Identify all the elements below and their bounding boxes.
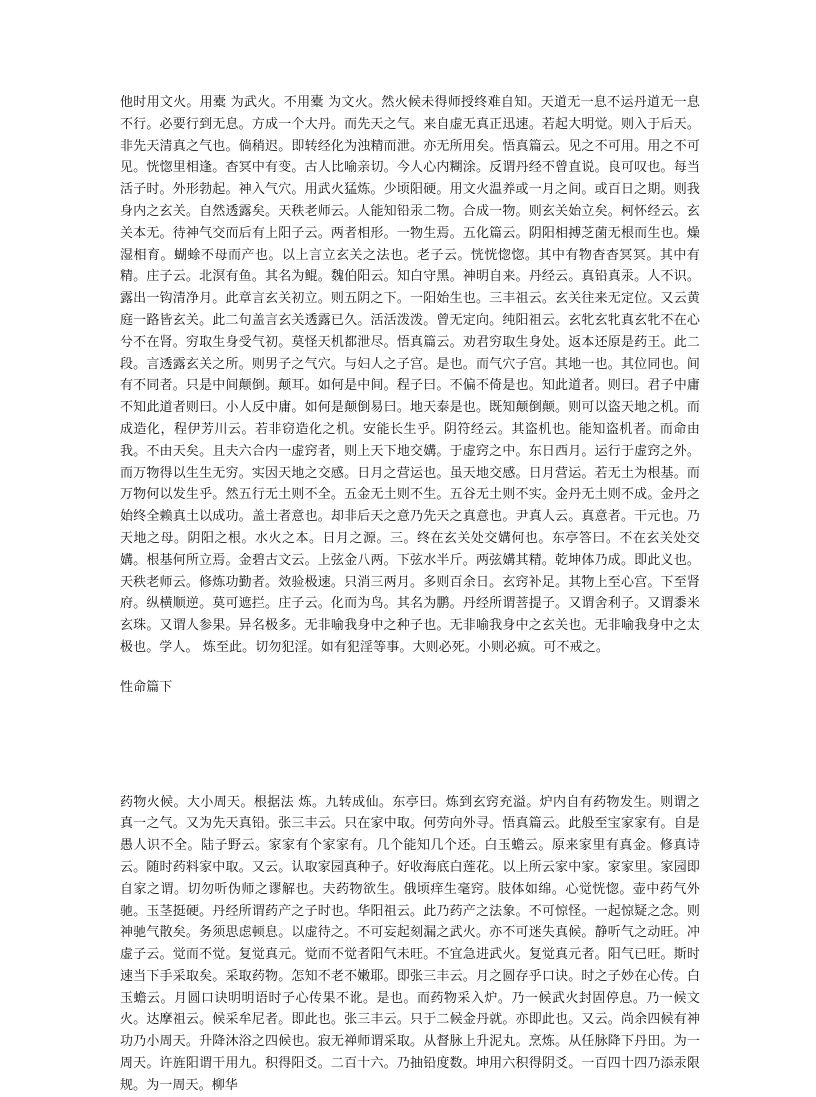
body-paragraph: 药物火候。大小周天。根据法 炼。九转成仙。东亭曰。炼到玄窍充溢。炉内自有药物发生。则谓之真一之气。又为先天真铅。张三丰云。只在家中取。何劳向外寻。悟真篇云。此般至宝家家有。自是愚人识不全。陆子野云。家家有个家家有。几个能知几个还。白玉蟾云。原来家里有真金。修真诗云。随时药料家中取。又云。认取家园真种子。好收海底白莲花。以上所云家中家。家家里。家园即自家之谓。切勿听伪师之谬解也。夫药物欲生。俄顷痒生毫窍。肢体如绵。心觉恍惚。壶中药气外驰。玉茎挺硬。丹经所谓药产之子时也。华阳祖云。此乃药产之法象。不可惊怪。一起惊疑之念。则神驰气散矣。务须思虑顿息。以虚待之。不可妄起刻漏之武火。亦不可迷失真候。静听气之动旺。冲虚子云。觉而不觉。复觉真元。觉而不觉者阳气未旺。不宜急进武火。复觉真元者。阳气已旺。斯时速当下手采取矣。采取药物。怎知不老不嫩耶。即张三丰云。月之圆存乎口诀。时之子妙在心传。白玉蟾云。月圆口诀明明语时子心传果不讹。是也。而药物采入炉。乃一候武火封固停息。乃一候文火。达摩祖云。候采牟尼者。即此也。张三丰云。只于二候金丹就。亦即此也。又云。尚余四候有神功乃小周天。升降沐浴之四候也。寂无禅师谓采取。从督脉上升泥丸。烹炼。从任脉降下丹田。为一周天。许旌阳谓干用九。积得阳爻。二百十六。乃抽铅度数。坤用六积得阴爻。一百四十四乃添汞限规。为一周天。柳华 [120, 794, 700, 1093]
section-title: 性命篇下 [120, 679, 173, 695]
body-paragraph: 他时用文火。用橐 为武火。不用橐 为文火。然火候未得师授终难自知。天道无一息不运丹道无一息不行。必要行到无息。方成一个大丹。而先天之气。来自虚无真正迅速。若起大明觉。则入于后天。非先天清真之气也。倘稍迟。即转经化为浊精而泄。亦无所用矣。悟真篇云。见之不可用。用之不可见。恍惚里相逢。杳冥中有变。古人比喻亲切。今人心内糊涂。反谓丹经不曾直说。良可叹也。每当活子时。外形勃起。神入气穴。用武火猛炼。少顷阳硬。用文火温养或一月之间。或百日之期。则我身内之玄关。自然透露矣。天秩老师云。人能知铅汞二物。合成一物。则玄关始立矣。柯怀经云。玄关本无。待神气交而后有上阳子云。两者相形。一物生焉。五化篇云。阴阳相搏芝菌无根而生也。燥湿相育。蝴蜍不母而产也。以上言立玄关之法也。老子云。恍恍惚惚。其中有物杳杳冥冥。其中有精。庄子云。北溟有鱼。其名为鲲。魏伯阳云。知白守黑。神明自来。丹经云。真铅真汞。人不识。露出一钩清净月。此章言玄关初立。则五阴之下。一阳始生也。三丰祖云。玄关往来无定位。又云黄庭一路皆玄关。此二句盖言玄关透露已久。活活泼泼。曾无定向。纯阳祖云。玄牝玄牝真玄牝不在心兮不在肾。穷取生身受气初。莫怪天机都泄尽。悟真篇云。劝君穷取生身处。返本还原是药王。此二段。言透露玄关之所。则男子之气穴。与妇人之子宫。是也。而气穴子宫。其地一也。其位同也。间有不同者。只是中间颠倒。颠耳。如何是中间。程子曰。不偏不倚是也。知此道者。则曰。君子中庸不知此道者则曰。小人反中庸。如何是颠倒易曰。地天泰是也。既知颠倒颠。则可以盗天地之机。而成造化，程伊芳川云。若非窃造化之机。安能长生乎。阴符经云。其盗机也。能知盗机者。而命由我。不由天矣。且夫六合内一虚窍者，则上天下地交媾。于虚窍之中。东日西月。运行于虚窍之外。而万物得以生生无穷。实因天地之交感。日月之营运也。虽天地交感。日月营运。若无土为根基。而万物何以发生乎。然五行无土则不全。五金无土则不生。五谷无土则不实。金丹无土则不成。金丹之始终全赖真土以成功。盖土者意也。却非后天之意乃先天之真意也。尹真人云。真意者。干元也。乃天地之母。阴阳之根。水火之本。日月之源。三。终在玄关处交媾何也。东亭答曰。不在玄关处交媾。根基何所立焉。金碧古文云。上弦金八两。下弦水半斤。两弦媾其精。乾坤体乃成。即此义也。天秩老师云。修炼功勤者。效验极速。只消三两月。多则百余日。玄窍补足。其物上至心宫。下至肾府。纵横顺逆。莫可遮拦。庄子云。化而为鸟。其名为鹏。丹经所谓菩提子。又谓舍利子。又谓黍米玄珠。又谓人参果。异名极多。无非喻我身中之种子也。无非喻我身中之玄关也。无非喻我身中之太极也。学人。 炼至此。切勿犯淫。如有犯淫等事。大则必死。小则必疯。可不戒之。 [120, 95, 700, 655]
document-page [120, 92, 700, 1097]
section-spacer [120, 699, 700, 792]
